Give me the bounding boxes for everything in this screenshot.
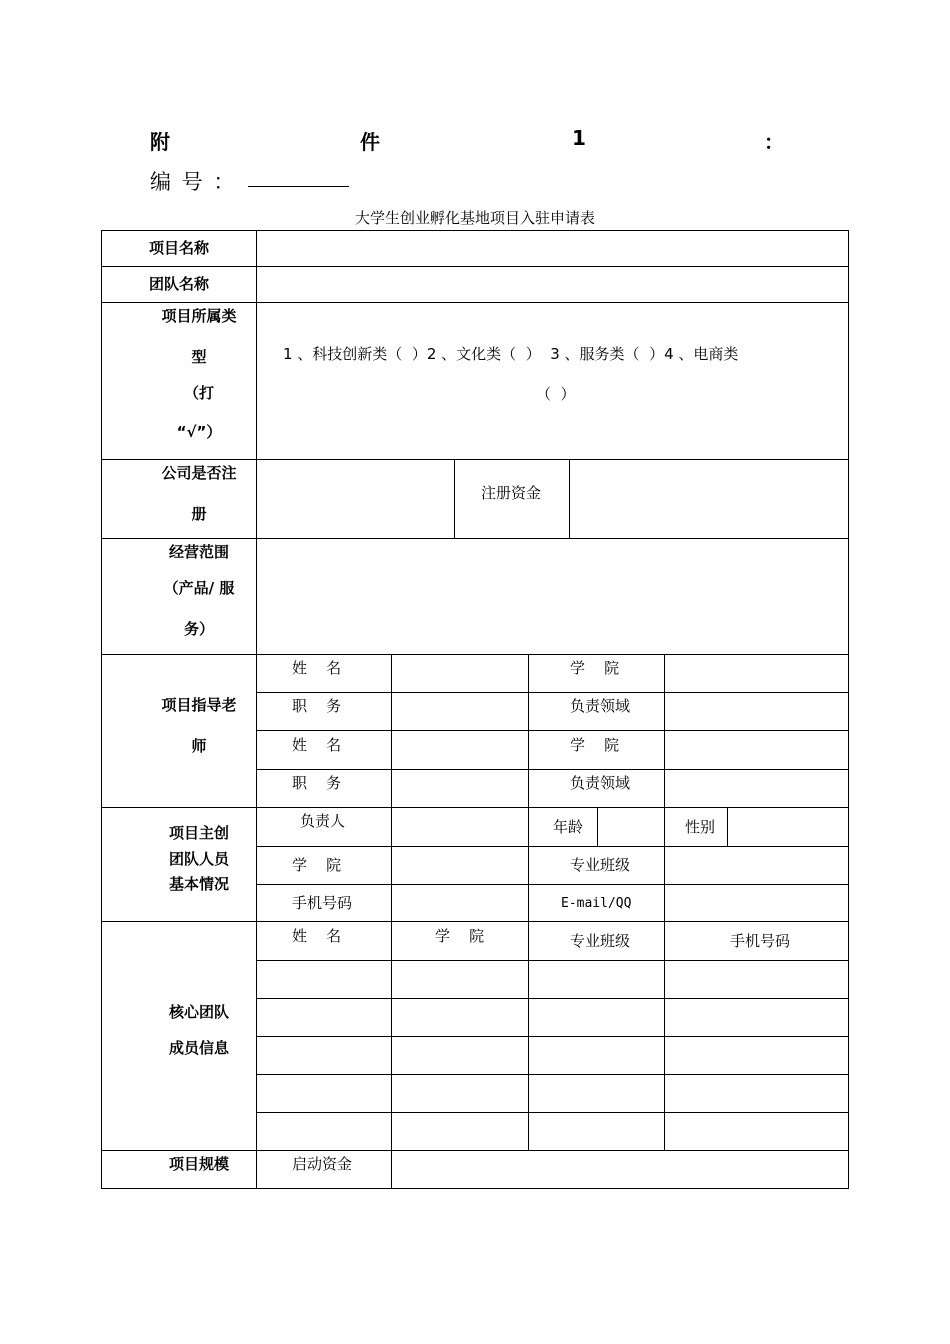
leader-phone-label: 手机号码	[292, 894, 353, 912]
project-type-label-line-1: 项目所属类	[161, 307, 237, 325]
leader-phone-field[interactable]	[392, 885, 528, 921]
project-type-options-continued[interactable]: （ ）	[536, 385, 576, 403]
project-type-options[interactable]: 1 、科技创新类（ ）2 、文化类（ ） 3 、服务类（ ）4 、电商类	[283, 345, 739, 363]
advisor-label-line-2: 师	[191, 737, 207, 755]
company-registered-label-line-2: 册	[191, 505, 207, 523]
leader-label-line-2: 团队人员	[168, 850, 229, 868]
leader-major-class-field[interactable]	[665, 847, 848, 884]
project-type-label-line-4: “√”）	[176, 423, 222, 441]
advisor-2-field-field[interactable]	[665, 770, 848, 807]
advisor-2-name-label: 姓 名	[292, 736, 342, 754]
core-team-label-line-2: 成员信息	[168, 1039, 229, 1057]
core-phone-header: 手机号码	[730, 932, 791, 950]
leader-college-label: 学 院	[292, 856, 342, 874]
leader-major-class-label: 专业班级	[570, 856, 631, 874]
company-registered-field[interactable]	[257, 460, 454, 538]
core-team-label-line-1: 核心团队	[168, 1003, 229, 1021]
leader-email-label: E-mail/QQ	[561, 896, 632, 911]
leader-label-line-1: 项目主创	[168, 824, 229, 842]
attachment-char-2: 件	[360, 130, 380, 154]
advisor-1-name-field[interactable]	[392, 655, 528, 692]
startup-funds-field[interactable]	[392, 1151, 848, 1188]
advisor-2-field-label: 负责领域	[570, 774, 631, 792]
form-title: 大学生创业孵化基地项目入驻申请表	[354, 209, 595, 227]
advisor-2-name-field[interactable]	[392, 731, 528, 769]
advisor-1-name-label: 姓 名	[292, 659, 342, 677]
leader-age-label: 年龄	[553, 818, 584, 836]
leader-label-line-3: 基本情况	[168, 875, 229, 893]
advisor-1-college-label: 学 院	[570, 659, 620, 677]
core-name-header: 姓 名	[292, 927, 342, 945]
advisor-2-college-field[interactable]	[665, 731, 848, 769]
advisor-label-line-1: 项目指导老	[161, 696, 237, 714]
advisor-2-college-label: 学 院	[570, 736, 620, 754]
project-name-label: 项目名称	[148, 239, 209, 257]
company-registered-label-line-1: 公司是否注	[161, 464, 237, 482]
leader-person-field[interactable]	[392, 808, 528, 846]
attachment-char-4: ：	[764, 130, 784, 154]
leader-age-field[interactable]	[598, 808, 664, 846]
attachment-char-1: 附	[150, 130, 170, 154]
advisor-1-field-field[interactable]	[665, 693, 848, 730]
business-scope-label-line-3: 务）	[183, 620, 214, 638]
serial-number-label: 编 号 ：	[150, 170, 237, 194]
registered-capital-label: 注册资金	[481, 484, 542, 502]
attachment-char-3: 1	[572, 126, 586, 150]
business-scope-field[interactable]	[257, 539, 848, 654]
leader-person-label: 负责人	[300, 812, 346, 830]
leader-gender-label: 性别	[685, 818, 716, 836]
leader-email-field[interactable]	[665, 885, 848, 921]
team-name-label: 团队名称	[148, 275, 209, 293]
project-type-label-line-3: （打	[183, 384, 214, 402]
leader-gender-field[interactable]	[728, 808, 848, 846]
project-scale-label: 项目规模	[168, 1155, 229, 1173]
advisor-1-college-field[interactable]	[665, 655, 848, 692]
business-scope-label-line-2: （产品/ 服	[163, 579, 235, 597]
core-team-member-rows[interactable]	[257, 961, 848, 1150]
core-major-class-header: 专业班级	[570, 932, 631, 950]
project-type-label-line-2: 型	[191, 348, 207, 366]
team-name-field[interactable]	[257, 267, 848, 302]
startup-funds-label: 启动资金	[292, 1155, 353, 1173]
registered-capital-field[interactable]	[570, 460, 848, 538]
advisor-2-position-label: 职 务	[292, 774, 342, 792]
leader-college-field[interactable]	[392, 847, 528, 884]
advisor-2-position-field[interactable]	[392, 770, 528, 807]
project-name-field[interactable]	[257, 231, 848, 266]
core-college-header: 学 院	[435, 927, 485, 945]
advisor-1-position-field[interactable]	[392, 693, 528, 730]
advisor-1-field-label: 负责领域	[570, 697, 631, 715]
advisor-1-position-label: 职 务	[292, 697, 342, 715]
business-scope-label-line-1: 经营范围	[168, 543, 229, 561]
